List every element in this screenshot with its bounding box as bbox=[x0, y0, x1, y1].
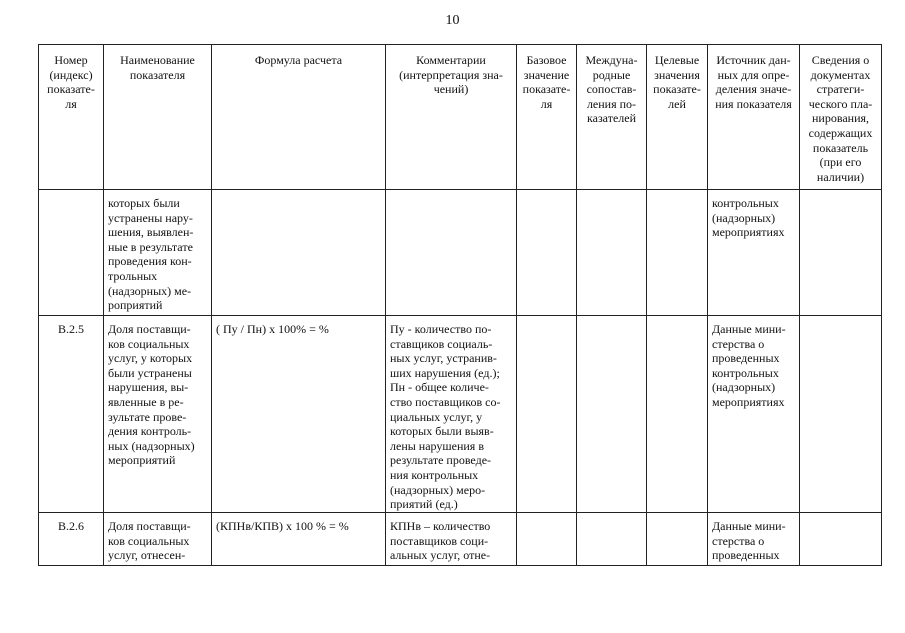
header-target-values bbox=[647, 45, 708, 190]
cell-comment-line: ния контрольных bbox=[390, 467, 479, 482]
header-strategic-docs-line: показатель bbox=[812, 140, 869, 155]
cell-name-line: мероприятий bbox=[108, 453, 176, 468]
cell-comment-line: Пу - количество по- bbox=[390, 322, 492, 336]
header-comments-line: чений) bbox=[433, 82, 469, 97]
cell-name-line: услуг, отнесен- bbox=[108, 548, 186, 563]
header-source-line: деления значе- bbox=[715, 82, 792, 97]
cell-name-line: проведения кон- bbox=[108, 254, 192, 269]
cell-base-value bbox=[517, 190, 577, 316]
cell-comment-line: ставщиков социаль- bbox=[390, 336, 493, 351]
cell-name-line: (надзорных) ме- bbox=[108, 283, 192, 298]
cell-name-line: зультате прове- bbox=[108, 409, 187, 424]
cell-name-line: Доля поставщи- bbox=[108, 519, 191, 533]
cell-comment-line: поставщиков соци- bbox=[390, 533, 489, 548]
cell-number: В.2.6 bbox=[39, 513, 104, 566]
cell-source-line: стерства о bbox=[712, 533, 765, 548]
cell-source-line: контрольных bbox=[712, 365, 779, 380]
header-strategic-docs-line: стратеги- bbox=[816, 82, 865, 97]
header-number-line: Номер bbox=[54, 53, 88, 67]
header-formula-line: Формула расчета bbox=[254, 53, 343, 67]
cell-name-line: которых были bbox=[108, 196, 180, 210]
header-comments bbox=[386, 45, 517, 190]
header-comments-line: Комментарии bbox=[416, 53, 486, 67]
header-number-line: (индекс) bbox=[49, 67, 93, 82]
header-international-line: родные bbox=[592, 67, 631, 82]
cell-number: В.2.5 bbox=[39, 316, 104, 513]
cell-source-line: (надзорных) bbox=[712, 210, 776, 225]
cell-target-values bbox=[647, 190, 708, 316]
cell-name-line: нарушения, вы- bbox=[108, 380, 189, 395]
cell-name bbox=[104, 190, 212, 316]
cell-source-line: (надзорных) bbox=[712, 380, 776, 395]
cell-comment-line: результате проведе- bbox=[390, 453, 492, 468]
header-strategic-docs-line: (при его bbox=[819, 155, 862, 170]
cell-international bbox=[577, 316, 647, 513]
cell-name-line: роприятий bbox=[108, 298, 163, 313]
header-number-line: показате- bbox=[47, 82, 95, 97]
cell-name bbox=[104, 316, 212, 513]
cell-formula bbox=[212, 513, 386, 566]
header-base-value-line: показате- bbox=[522, 82, 571, 97]
cell-comment-line: циальных услуг, у bbox=[390, 409, 483, 424]
header-name-line: показателя bbox=[129, 67, 186, 82]
header-formula bbox=[212, 45, 386, 190]
header-source-line: Источник дан- bbox=[716, 53, 791, 67]
cell-comment-line: (надзорных) меро- bbox=[390, 482, 486, 497]
page-number: 10 bbox=[445, 13, 460, 28]
cell-number bbox=[39, 190, 104, 316]
header-source bbox=[708, 45, 800, 190]
cell-formula-line: (КПНв/КПВ) х 100 % = % bbox=[216, 519, 349, 533]
cell-comment-line: приятий (ед.) bbox=[390, 497, 458, 512]
header-target-values-line: значения bbox=[654, 67, 700, 82]
cell-source-line: Данные мини- bbox=[712, 322, 786, 336]
cell-strategic-docs bbox=[800, 190, 882, 316]
cell-name-line: ков социальных bbox=[108, 533, 190, 548]
cell-target-values bbox=[647, 513, 708, 566]
cell-name-line: явленные в ре- bbox=[108, 394, 184, 409]
cell-name-line: дения контроль- bbox=[108, 424, 192, 439]
cell-strategic-docs bbox=[800, 513, 882, 566]
cell-name-line: Доля поставщи- bbox=[108, 322, 191, 336]
cell-source-line: Данные мини- bbox=[712, 519, 786, 533]
header-source-line: ных для опре- bbox=[717, 67, 790, 82]
header-target-values-line: показате- bbox=[653, 82, 701, 97]
cell-base-value bbox=[517, 513, 577, 566]
table-row bbox=[39, 190, 882, 316]
header-strategic-docs-line: Сведения о bbox=[811, 53, 870, 67]
cell-comment-line: ство поставщиков со- bbox=[390, 394, 501, 409]
header-comments-line: (интерпретация зна- bbox=[399, 67, 503, 82]
cell-name-line: ных (надзорных) bbox=[108, 438, 195, 453]
cell-formula bbox=[212, 316, 386, 513]
cell-comment-line: ных услуг, устранив- bbox=[390, 351, 497, 366]
cell-base-value bbox=[517, 316, 577, 513]
cell-source-line: мероприятиях bbox=[712, 225, 785, 240]
cell-source bbox=[708, 316, 800, 513]
cell-source bbox=[708, 190, 800, 316]
header-base-value-line: значение bbox=[523, 67, 570, 82]
cell-name-line: трольных bbox=[108, 268, 158, 283]
header-base-value bbox=[517, 45, 577, 190]
header-target-values-line: лей bbox=[668, 96, 686, 111]
header-strategic-docs-line: наличии) bbox=[816, 169, 865, 184]
cell-comment bbox=[386, 316, 517, 513]
header-target-values-line: Целевые bbox=[654, 53, 700, 67]
cell-comment-line: Пн - общее количе- bbox=[390, 380, 489, 395]
header-strategic-docs-line: документах bbox=[810, 67, 871, 82]
table-row bbox=[39, 513, 882, 566]
cell-source-line: контрольных bbox=[712, 196, 779, 210]
header-strategic-docs-line: ческого пла- bbox=[808, 96, 873, 111]
cell-international bbox=[577, 513, 647, 566]
cell-comment-line: ших нарушения (ед.); bbox=[390, 365, 500, 380]
cell-comment bbox=[386, 513, 517, 566]
cell-source-line: проведенных bbox=[712, 351, 780, 366]
header-international-line: сопостав- bbox=[586, 82, 637, 97]
table-row bbox=[39, 316, 882, 513]
header-base-value-line: ля bbox=[540, 96, 553, 111]
cell-formula bbox=[212, 190, 386, 316]
header-source-line: ния показателя bbox=[715, 96, 792, 111]
header-name bbox=[104, 45, 212, 190]
cell-name-line: шения, выявлен- bbox=[108, 225, 194, 240]
cell-formula-line: ( Пу / Пн) х 100% = % bbox=[216, 322, 329, 336]
cell-name-line: ков социальных bbox=[108, 336, 190, 351]
header-number-line: ля bbox=[65, 96, 77, 111]
cell-source bbox=[708, 513, 800, 566]
header-strategic-docs-line: нирования, bbox=[811, 111, 870, 126]
cell-strategic-docs bbox=[800, 316, 882, 513]
header-international-line: ления по- bbox=[586, 96, 637, 111]
cell-comment bbox=[386, 190, 517, 316]
cell-target-values bbox=[647, 316, 708, 513]
cell-comment-line: лены нарушения в bbox=[390, 438, 484, 453]
cell-name-line: были устранены bbox=[108, 365, 192, 380]
cell-name-line: услуг, у которых bbox=[108, 351, 193, 366]
cell-name-line: устранены нару- bbox=[108, 210, 193, 225]
cell-comment-line: альных услуг, отне- bbox=[390, 548, 491, 563]
header-row bbox=[39, 45, 882, 190]
indicators-table bbox=[38, 44, 882, 566]
cell-source-line: проведенных bbox=[712, 548, 780, 563]
header-international-line: Междуна- bbox=[585, 53, 638, 67]
header-name-line: Наименование bbox=[120, 53, 195, 67]
header-strategic-docs bbox=[800, 45, 882, 190]
cell-comment-line: КПНв – количество bbox=[390, 519, 491, 533]
header-number bbox=[39, 45, 104, 190]
cell-name bbox=[104, 513, 212, 566]
header-strategic-docs-line: содержащих bbox=[808, 125, 873, 140]
header-international bbox=[577, 45, 647, 190]
cell-comment-line: которых были выяв- bbox=[390, 424, 494, 439]
cell-source-line: стерства о bbox=[712, 336, 765, 351]
header-base-value-line: Базовое bbox=[526, 53, 567, 67]
cell-name-line: ные в результате bbox=[108, 239, 193, 254]
header-international-line: казателей bbox=[586, 111, 637, 126]
cell-international bbox=[577, 190, 647, 316]
cell-source-line: мероприятиях bbox=[712, 394, 785, 409]
